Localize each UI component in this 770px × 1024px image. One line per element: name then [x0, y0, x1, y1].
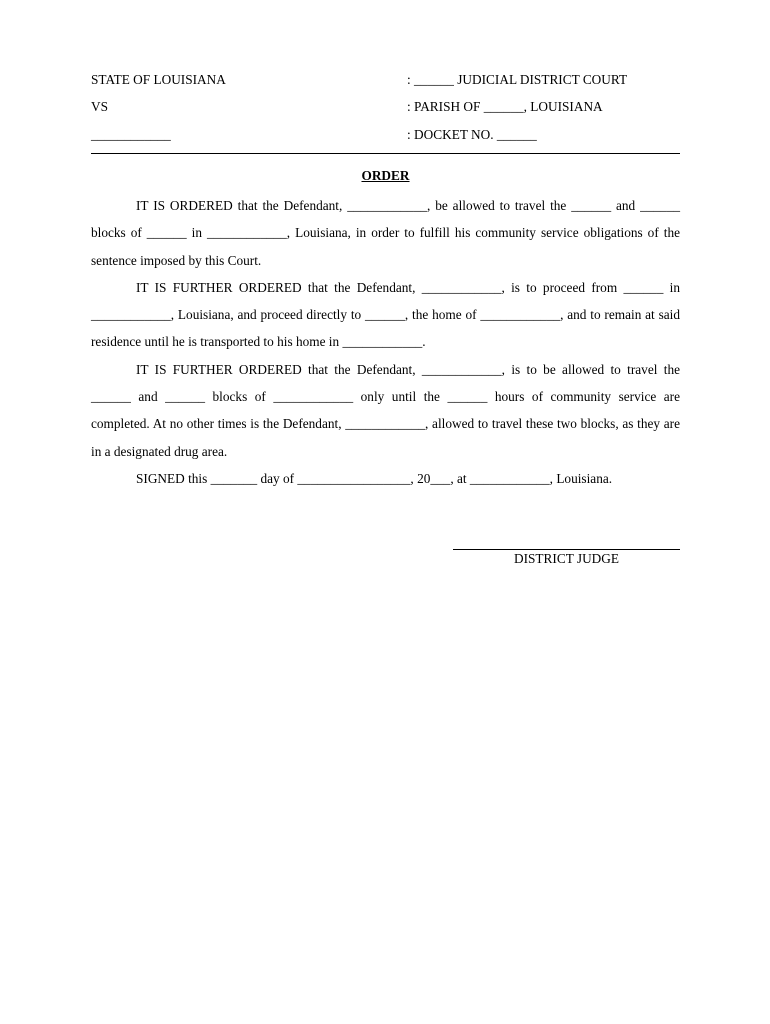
- caption-state: STATE OF LOUISIANA: [91, 72, 226, 87]
- caption-court: : ______ JUDICIAL DISTRICT COURT: [407, 72, 628, 87]
- caption-versus: VS: [91, 99, 108, 114]
- caption-row-versus: [91, 98, 680, 116]
- order-title: ORDER: [361, 168, 410, 183]
- caption-row-defendant: [91, 126, 680, 144]
- caption-divider: [91, 153, 680, 154]
- caption-parish: : PARISH OF ______, LOUISIANA: [407, 99, 603, 114]
- signature-label: DISTRICT JUDGE: [513, 551, 620, 566]
- caption-docket: : DOCKET NO. ______: [407, 127, 537, 142]
- order-paragraph-signed: SIGNED this _______ day of _________________, 20___, at ____________, Louisiana.: [136, 470, 613, 486]
- order-paragraph-travel: IT IS ORDERED that the Defendant, ____________, be allowed to travel the ______ and ______ blocks of ______ in ____________, Louisiana, in order to fulfill his community service obligations of the sentence imposed by this Court.: [91, 198, 680, 268]
- order-paragraph-allowed-travel: IT IS FURTHER ORDERED that the Defendant, ____________, is to be allowed to travel the ______ and ______ blocks of ____________ only until the ______ hours of community service are completed. At no other times is the Defendant, ____________, allowed to travel these two blocks, as they are in a designated drug area.: [91, 361, 680, 459]
- caption-defendant-blank: ____________: [91, 127, 171, 142]
- caption-row-state: [91, 71, 680, 89]
- order-body: [91, 192, 680, 492]
- order-paragraph-proceed: IT IS FURTHER ORDERED that the Defendant, ____________, is to proceed from ______ in ____________, Louisiana, and proceed directly to ______, the home of ____________, and to remain at said residence until he is transported to his home in ____________.: [91, 279, 680, 350]
